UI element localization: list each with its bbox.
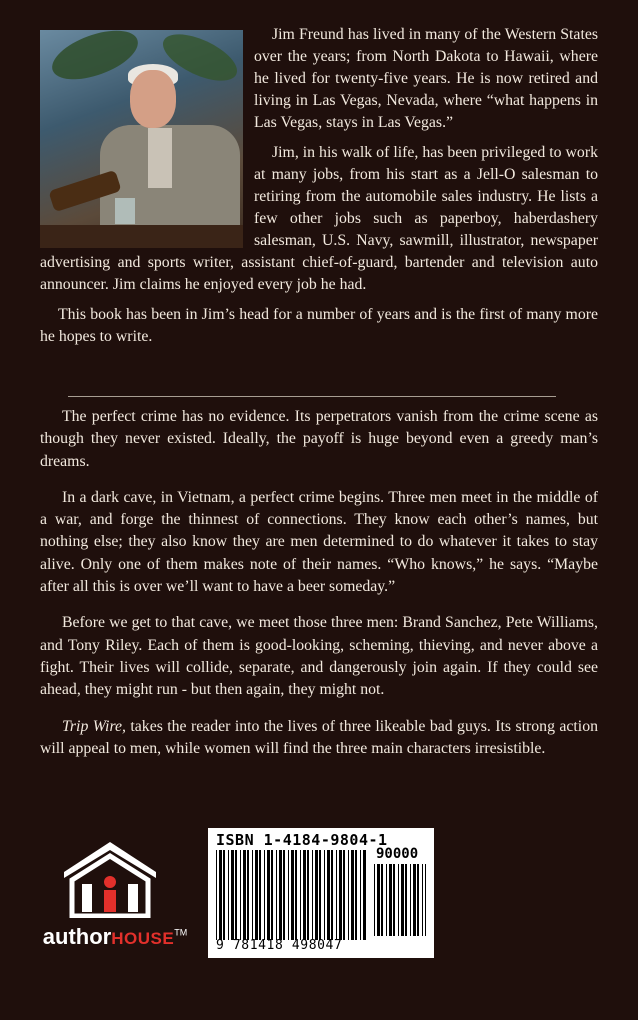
isbn-barcode [208, 828, 434, 958]
barcode-bars [216, 850, 366, 940]
price-barcode-bars [374, 864, 426, 936]
blurb-paragraph-4 [40, 716, 598, 761]
blurb-paragraph-3: Before we get to that cave, we meet those three men: Brand Sanchez, Pete Williams, and Tony Riley. Each of them is good-looking, scheming, thieving, and never above a fight. Their lives will collide, separate, and dangerously join again. If they could see ahead, they might run - but then again, they might not. [40, 614, 598, 699]
publisher-logo [30, 838, 200, 958]
publisher-name: authorHOUSE™ [42, 924, 188, 949]
isbn-number: ISBN 1-4184-9804-1 [216, 831, 388, 849]
bio-paragraph-1: Jim Freund has lived in many of the Western States over the years; from North Dakota to Hawaii, where he lived for twenty-five years. He is now retired and living in Las Vegas, Nevada, where “what happens in Las Vegas, stays in Las Vegas.” [254, 26, 598, 131]
price-code: 90000 [376, 846, 419, 862]
bio-paragraph-3: This book has been in Jim’s head for a number of years and is the first of many more he hopes to write. [40, 306, 598, 345]
bio-paragraph-2: Jim, in his walk of life, has been privileged to work at many jobs, from his start as a Jell-O salesman to retiring from the automobile sales industry. He lists a few other jobs such as paperboy, haberdashery salesman, U.S. Navy, sawmill, illustrator, newspaper advertising and sports writer, assistant chief-of-guard, bartender and television auto announcer. Jim claims he enjoyed every job he had. [40, 144, 598, 293]
blurb-paragraph-1: The perfect crime has no evidence. Its perpetrators vanish from the crime scene as though they never existed. Ideally, the payoff is huge beyond even a greedy man’s dreams. [40, 408, 598, 470]
house-logo-icon [60, 838, 160, 918]
book-blurb [40, 406, 598, 774]
section-divider [68, 396, 556, 397]
ean-number: 9 781418 498047 [216, 938, 343, 953]
blurb-paragraph-4-text: takes the reader into the lives of three likeable bad guys. Its strong action will appeal to men, while women will find the three main characters irresistible. [40, 717, 598, 757]
author-bio [40, 24, 598, 348]
book-title: Trip Wire, [62, 717, 126, 735]
blurb-paragraph-2: In a dark cave, in Vietnam, a perfect crime begins. Three men meet in the middle of a war, and forge the thinnest of connections. They know each other’s names, but nothing else; they also know they are men determined to do whatever it takes to stay alive. Only one of them makes note of their names. “Who knows,” he says. “Maybe after all this is over we’ll want to have a beer someday.” [40, 488, 598, 596]
